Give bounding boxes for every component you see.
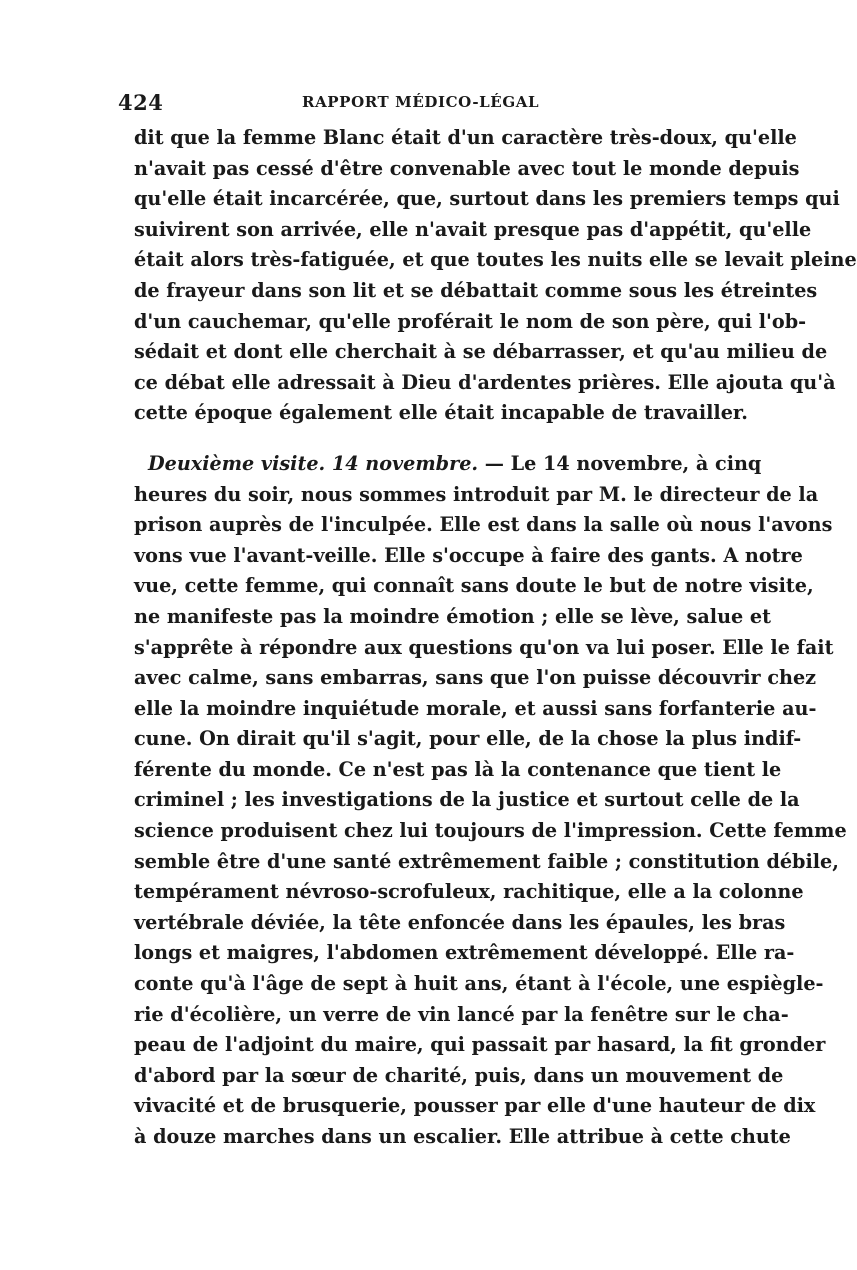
text-line: d'abord par la sœur de charité, puis, dans un mouvement de xyxy=(134,1063,784,1087)
text-line: rie d'écolière, un verre de vin lancé par la fenêtre sur le cha- xyxy=(134,1002,789,1026)
paragraph-1 xyxy=(134,123,857,429)
text-line: semble être d'une santé extrêmement faible ; constitution débile, xyxy=(134,849,839,873)
text-line: s'apprête à répondre aux questions qu'on va lui poser. Elle le fait xyxy=(134,635,834,659)
text-line: qu'elle était incarcérée, que, surtout dans les premiers temps qui xyxy=(134,187,840,211)
text-line: science produisent chez lui toujours de l'impression. Cette femme xyxy=(134,819,847,843)
text-line: à douze marches dans un escalier. Elle attribue à cette chute xyxy=(134,1125,791,1148)
page-number: 424 xyxy=(118,90,164,115)
text-line: sédait et dont elle cherchait à se débarrasser, et qu'au milieu de xyxy=(134,340,828,364)
text-line: elle la moindre inquiétude morale, et aussi sans forfanterie au- xyxy=(134,696,817,720)
text-line: conte qu'à l'âge de sept à huit ans, étant à l'école, une espiègle- xyxy=(134,972,824,996)
text-line: ce débat elle adressait à Dieu d'ardentes prières. Elle ajouta qu'à xyxy=(134,370,836,394)
text-line: peau de l'adjoint du maire, qui passait par hasard, la fit gronder xyxy=(134,1033,826,1057)
running-head: RAPPORT MÉDICO-LÉGAL xyxy=(302,93,540,111)
text-line: vertébrale déviée, la tête enfoncée dans les épaules, les bras xyxy=(134,910,786,934)
text-line: suivirent son arrivée, elle n'avait presque pas d'appétit, qu'elle xyxy=(134,217,812,241)
text-line: ne manifeste pas la moindre émotion ; elle se lève, salue et xyxy=(134,604,771,628)
page-header xyxy=(118,90,692,116)
text-line: dit que la femme Blanc était d'un caractère très-doux, qu'elle xyxy=(134,126,797,149)
text-line: était alors très-fatiguée, et que toutes les nuits elle se levait pleine xyxy=(134,248,857,272)
first-line-text: — Le 14 novembre, à cinq xyxy=(478,451,762,475)
text-line: criminel ; les investigations de la justice et surtout celle de la xyxy=(134,788,800,812)
text-line: tempérament névroso-scrofuleux, rachitique, elle a la colonne xyxy=(134,880,804,904)
text-line: d'un cauchemar, qu'elle proférait le nom de son père, qui l'ob- xyxy=(134,309,807,333)
text-line: avec calme, sans embarras, sans que l'on puisse découvrir chez xyxy=(134,666,817,690)
text-line: cune. On dirait qu'il s'agit, pour elle, de la chose la plus indif- xyxy=(134,727,802,751)
text-line: prison auprès de l'inculpée. Elle est dans la salle où nous l'avons xyxy=(134,513,833,537)
text-line: de frayeur dans son lit et se débattait comme sous les étreintes xyxy=(134,278,818,302)
text-line: vons vue l'avant-veille. Elle s'occupe à faire des gants. A notre xyxy=(134,543,803,567)
text-line: cette époque également elle était incapable de travailler. xyxy=(134,401,748,425)
text-line: heures du soir, nous sommes introduit par M. le directeur de la xyxy=(134,482,819,506)
text-line: vue, cette femme, qui connaît sans doute le but de notre visite, xyxy=(134,574,814,598)
text-line: férente du monde. Ce n'est pas là la contenance que tient le xyxy=(134,757,782,781)
paragraph-gap xyxy=(134,429,674,449)
text-line: n'avait pas cessé d'être convenable avec tout le monde depuis xyxy=(134,156,800,180)
section-heading: Deuxième visite. 14 novembre. xyxy=(148,451,479,475)
body-text xyxy=(134,123,857,1153)
text-line: vivacité et de brusquerie, pousser par elle d'une hauteur de dix xyxy=(134,1094,816,1118)
paragraph-2 xyxy=(134,449,847,1153)
paragraph-2-first-line xyxy=(134,449,762,480)
text-line: longs et maigres, l'abdomen extrêmement développé. Elle ra- xyxy=(134,941,795,965)
